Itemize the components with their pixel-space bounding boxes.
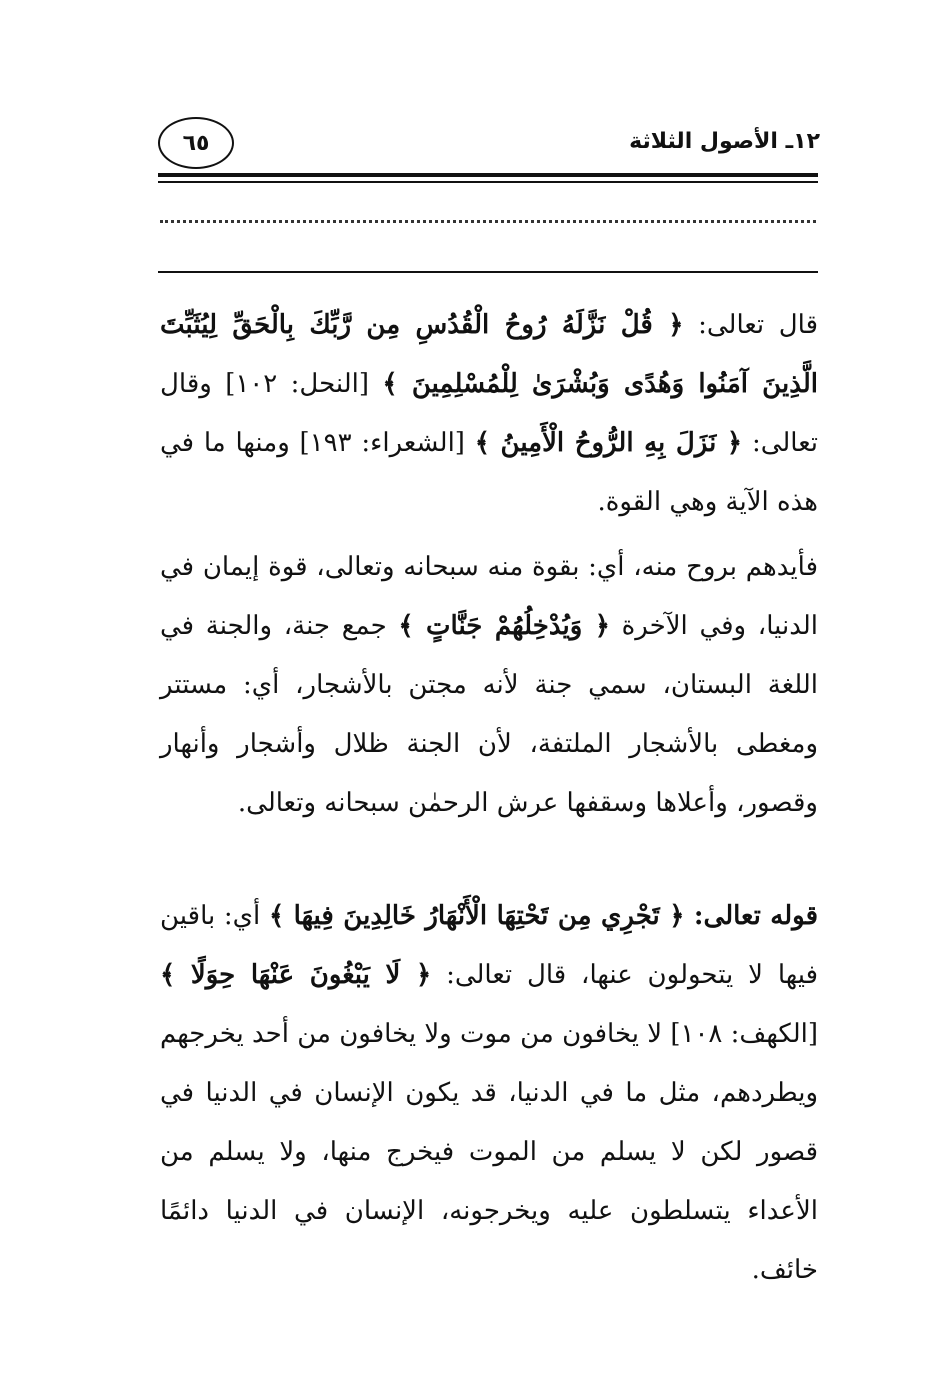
text-segment: [النحل: ١٠٢] وقال تعالى:: [160, 369, 818, 458]
page-number: [158, 117, 234, 169]
running-header-title: ١٢ـ الأصول الثلاثة: [629, 129, 820, 154]
page-number-text: ٦٥: [182, 130, 210, 156]
quran-verse: ﴿ لَا يَبْغُونَ عَنْهَا حِوَلًا ﴾: [160, 960, 432, 990]
quran-verse: ﴿ قُلْ نَزَّلَهُ رُوحُ الْقُدُسِ مِن رَّبِّكَ بِالْحَقِّ لِيُثَبِّتَ الَّذِينَ آمَنُوا وَهُدًى وَبُشْرَىٰ لِلْمُسْلِمِينَ ﴾: [160, 310, 818, 399]
paragraph-2: [160, 538, 818, 833]
quran-verse: ﴿ تَجْرِي مِن تَحْتِهَا الْأَنْهَارُ خَالِدِينَ فِيهَا ﴾: [268, 901, 685, 931]
header-rule-thick: [158, 173, 818, 177]
quran-verse: ﴿ وَيُدْخِلُهُمْ جَنَّاتٍ ﴾: [398, 611, 610, 641]
text-segment: [الشعراء: ١٩٣] ومنها ما في هذه الآية وهي القوة.: [160, 428, 818, 517]
quran-verse: ﴿ نَزَلَ بِهِ الرُّوحُ الْأَمِينُ ﴾: [474, 428, 743, 458]
header-rule-thin: [158, 181, 818, 183]
lead-phrase: قوله تعالى:: [684, 901, 819, 931]
paragraph-3: [160, 887, 818, 1300]
paragraph-1: [160, 296, 818, 532]
section-rule: [158, 271, 818, 273]
dotted-separator: [160, 203, 816, 223]
text-segment: [الكهف: ١٠٨] لا يخافون من موت ولا يخافون من أحد يخرجهم ويطردهم، مثل ما في الدنيا، قد يكون الإنسان في الدنيا في قصور لكن لا يسلم من الموت فيخرج منها، ولا يسلم من الأعداء يتسلطون عليه ويخرجونه، الإنسان في الدنيا دائمًا خائف.: [160, 1019, 818, 1285]
text-segment: قال تعالى:: [683, 310, 819, 340]
text-segment: أي: باقين فيها لا يتحولون عنها، قال تعالى:: [160, 901, 818, 990]
text-segment: فأيدهم بروح منه، أي: بقوة منه سبحانه وتعالى، قوة إيمان في الدنيا، وفي الآخرة: [160, 552, 818, 641]
text-segment: جمع جنة، والجنة في اللغة البستان، سمي جنة لأنه مجتن بالأشجار، أي: مستتر ومغطى بالأشجار الملتفة، لأن الجنة ظلال وأشجار وأنهار وقصور، وأعلاها وسقفها عرش الرحمٰن سبحانه وتعالى.: [160, 611, 818, 818]
